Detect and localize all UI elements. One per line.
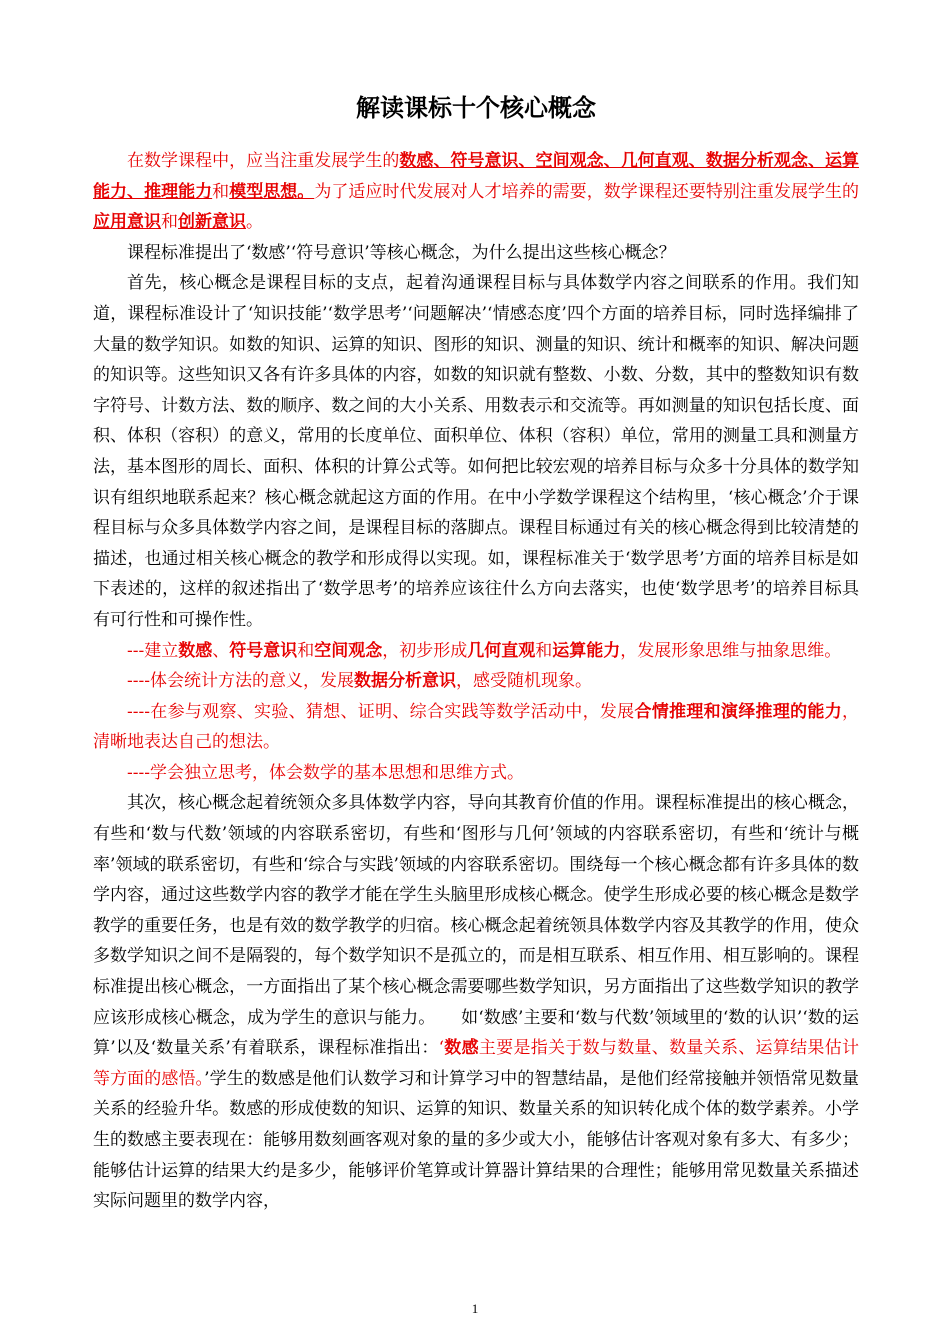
goal-item-3 xyxy=(93,697,859,758)
key-concept-innovation: 创新意识 xyxy=(178,212,246,233)
text-run: 、 xyxy=(212,640,230,661)
text-run: ----体会统计方法的意义，发展 xyxy=(127,671,354,692)
document-body xyxy=(93,92,859,1217)
page-number: 1 xyxy=(471,1301,479,1316)
text-run: 和 xyxy=(297,640,315,661)
first-point-paragraph: 首先，核心概念是课程目标的支点，起着沟通课程目标与具体数学内容之间联系的作用。我们知道，课程标准设计了‘知识技能’‘数学思考’‘问题解决’‘情感态度’四个方面的培养目标，同时选择编排了大量的数学知识。如数的知识、运算的知识、图形的知识、测量的知识、统计和概率的知识、解决问题的知识等。这些知识又各有许多具体的内容，如数的知识就有整数、小数、分数，其中的整数知识有数字符号、计数方法、数的顺序、数之间的大小关系、用数表示和交流等。再如测量的知识包括长度、面积、体积（容积）的意义，常用的长度单位、面积单位、体积（容积）单位，常用的测量工具和测量方法，基本图形的周长、面积、体积的计算公式等。如何把比较宏观的培养目标与众多十分具体的数学知识有组织地联系起来？核心概念就起这方面的作用。在中小学数学课程这个结构里，‘核心概念’介于课程目标与众多具体数学内容之间，是课程目标的落脚点。课程目标通过有关的核心概念得到比较清楚的描述，也通过相关核心概念的教学和形成得以实现。如，课程标准关于‘数学思考’方面的培养目标是如下表述的，这样的叙述指出了‘数学思考’的培养应该往什么方向去落实，也使‘数学思考’的培养目标具有可行性和可操作性。 xyxy=(93,273,859,630)
key-term: 空间观念 xyxy=(314,640,383,661)
key-concepts-list: 数感、符号意识、空间观念、几何直观、数据分析观念、运算能力、推理能力 xyxy=(93,151,860,202)
text-run: 。 xyxy=(246,212,263,233)
key-term: 运算能力 xyxy=(552,640,621,661)
quote-mark: ‘ xyxy=(438,1038,445,1059)
text-run: ，发展形象思维与抽象思维。 xyxy=(620,640,842,661)
text-run: ----在参与观察、实验、猜想、证明、综合实践等数学活动中，发展 xyxy=(127,701,635,722)
key-term: 数感 xyxy=(178,640,213,661)
key-term: 几何直观 xyxy=(467,640,536,661)
key-concept-application: 应用意识 xyxy=(93,212,161,233)
text-run: 和 xyxy=(212,181,230,202)
text-run: ，感受随机现象。 xyxy=(455,671,592,692)
text-run: ’学生的数感是他们认数学习和计算学习中的智慧结晶，是他们经常接触并领悟常见数量关系的经验升华。数感的形成使数的知识、运算的知识、数量关系的知识转化成个体的数学素养。小学生的数感主要表现在：能够用数刻画客观对象的量的多少或大小，能够估计客观对象有多大、有多少；能够估计运算的结果大约是多少，能够评价笔算或计算器计算结果的合理性；能够用常见数量关系描述实际问题里的数学内容， xyxy=(93,1068,859,1212)
key-term: 数据分析意识 xyxy=(353,671,456,692)
key-term: 合情推理和演绎推理的能力 xyxy=(634,701,843,722)
text-run: ---建立 xyxy=(127,640,179,661)
text-run: ，清晰地表达自己的想法。 xyxy=(93,701,860,753)
key-term: 符号意识 xyxy=(229,640,298,661)
page-title: 解读课标十个核心概念 xyxy=(356,94,596,122)
text-run: 和 xyxy=(535,640,553,661)
goal-item-1 xyxy=(93,636,859,667)
text-run: 为了适应时代发展对人才培养的需要，数学课程还要特别注重发展学生的 xyxy=(314,181,860,202)
question-paragraph: 课程标准提出了‘数感’‘符号意识’等核心概念，为什么提出这些核心概念？ xyxy=(127,242,676,263)
intro-paragraph xyxy=(93,146,859,238)
key-concept-model: 模型思想。 xyxy=(229,181,315,202)
text-run: 在数学课程中，应当注重发展学生的 xyxy=(127,151,400,171)
second-point-paragraph xyxy=(93,788,859,1216)
goal-item-2 xyxy=(93,666,859,697)
goal-item-4: ----学会独立思考，体会数学的基本思想和思维方式。 xyxy=(127,762,524,783)
text-run: ，初步形成 xyxy=(382,640,468,661)
text-run: 其次，核心概念起着统领众多具体数学内容，导向其教育价值的作用。课程标准提出的核心概念，有些和‘数与代数’领域的内容联系密切，有些和‘图形与几何’领域的内容联系密切，有些和‘统计与概率’领域的联系密切，有些和‘综合与实践’领域的内容联系密切。围绕每一个核心概念都有许多具体的数学内容，通过这些数学内容的教学才能在学生头脑里形成核心概念。使学生形成必要的核心概念是数学教学的重要任务，也是有效的数学教学的归宿。核心概念起着统领具体数学内容及其教学的作用，使众多数学知识之间不是隔裂的，每个数学知识不是孤立的，而是相互联系、相互作用、相互影响的。课程标准提出核心概念，一方面指出了某个核心概念需要哪些数学知识，另方面指出了这些数学知识的教学应该形成核心概念，成为学生的意识与能力。 如‘数感’主要和‘数与代数’领域里的‘数的认识’‘数的运算’以及‘数量关系’有着联系，课程标准指出： xyxy=(93,793,859,1059)
key-term: 数感 xyxy=(444,1038,479,1059)
definition-quote: 主要是指关于数与数量、数量关系、运算结果估计等方面的感悟。 xyxy=(93,1038,859,1089)
text-run: 和 xyxy=(161,212,178,233)
